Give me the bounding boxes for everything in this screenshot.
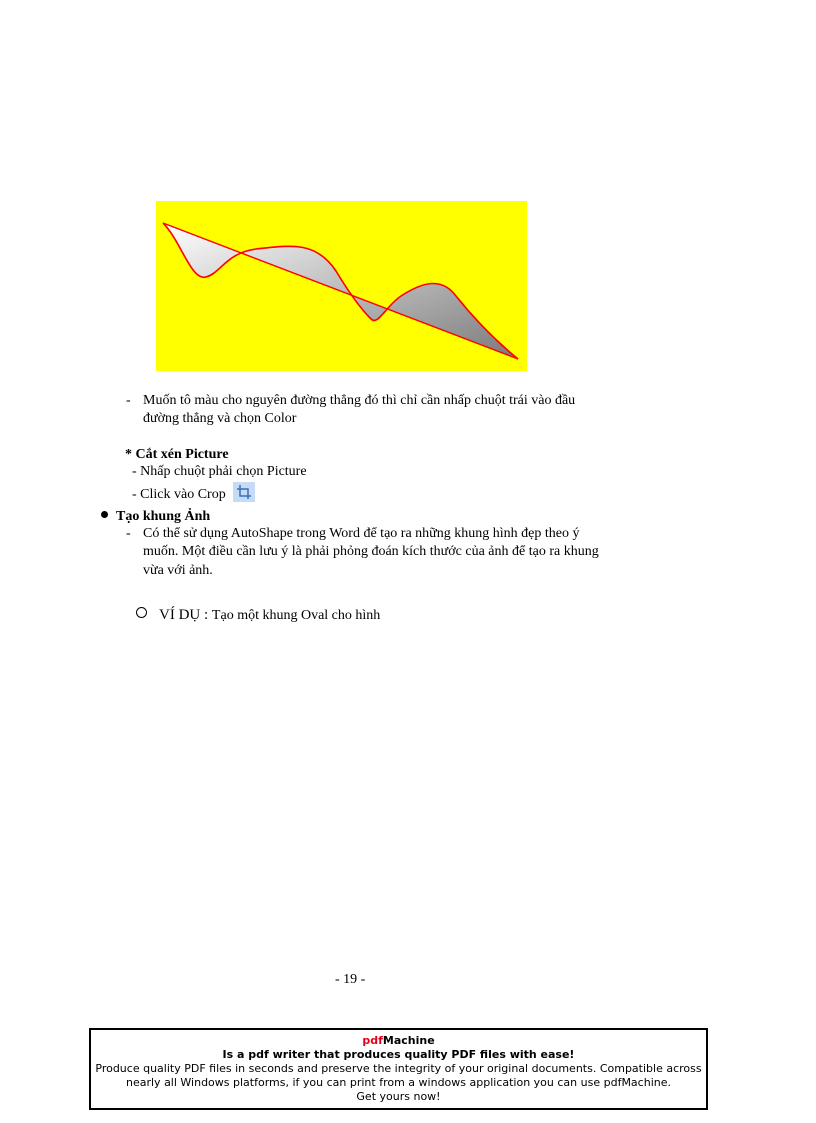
paragraph1-line2: đường thẳng và chọn Color bbox=[143, 411, 297, 426]
paragraph1-line1: Muốn tô màu cho nguyên đường thẳng đó thì chỉ cần nhấp chuột trái vào đầu bbox=[143, 393, 576, 408]
crop-step1: - Nhấp chuột phải chọn Picture bbox=[132, 464, 307, 479]
frame-line3: vừa với ảnh. bbox=[143, 563, 213, 578]
paragraph1-dash: - bbox=[126, 393, 131, 408]
footer-brand-machine: Machine bbox=[382, 1034, 435, 1047]
frame-line1: Có thể sử dụng AutoShape trong Word để tạo ra những khung hình đẹp theo ý bbox=[143, 526, 580, 541]
crop-step2-row bbox=[132, 485, 255, 505]
curve-figure bbox=[156, 201, 527, 371]
crop-heading: * Cắt xén Picture bbox=[125, 447, 229, 462]
bullet-icon bbox=[101, 511, 108, 518]
example-label: VÍ DỤ : bbox=[159, 607, 209, 623]
pdfmachine-footer bbox=[89, 1028, 708, 1110]
footer-line1: Produce quality PDF files in seconds and preserve the integrity of your original documents. Compatible across bbox=[95, 1062, 702, 1075]
footer-brand-pdf: pdf bbox=[362, 1034, 383, 1047]
footer-brand bbox=[91, 1034, 706, 1048]
footer-line2: nearly all Windows platforms, if you can print from a windows application you can use pdfMachine. bbox=[126, 1076, 671, 1089]
footer-line3: Get yours now! bbox=[356, 1090, 441, 1103]
footer-tagline: Is a pdf writer that produces quality PDF files with ease! bbox=[222, 1048, 575, 1061]
page-number: - 19 - bbox=[335, 972, 366, 987]
frame-dash: - bbox=[126, 526, 131, 541]
example-text: Tạo một khung Oval cho hình bbox=[211, 608, 381, 623]
circle-bullet-icon bbox=[136, 607, 147, 618]
frame-heading: Tạo khung Ảnh bbox=[116, 509, 211, 524]
crop-step2: - Click vào Crop bbox=[132, 487, 226, 503]
frame-line2: muốn. Một điều cần lưu ý là phải phỏng đoán kích thước của ảnh để tạo ra khung bbox=[143, 544, 599, 559]
example-row bbox=[136, 605, 380, 626]
crop-icon bbox=[233, 482, 255, 502]
